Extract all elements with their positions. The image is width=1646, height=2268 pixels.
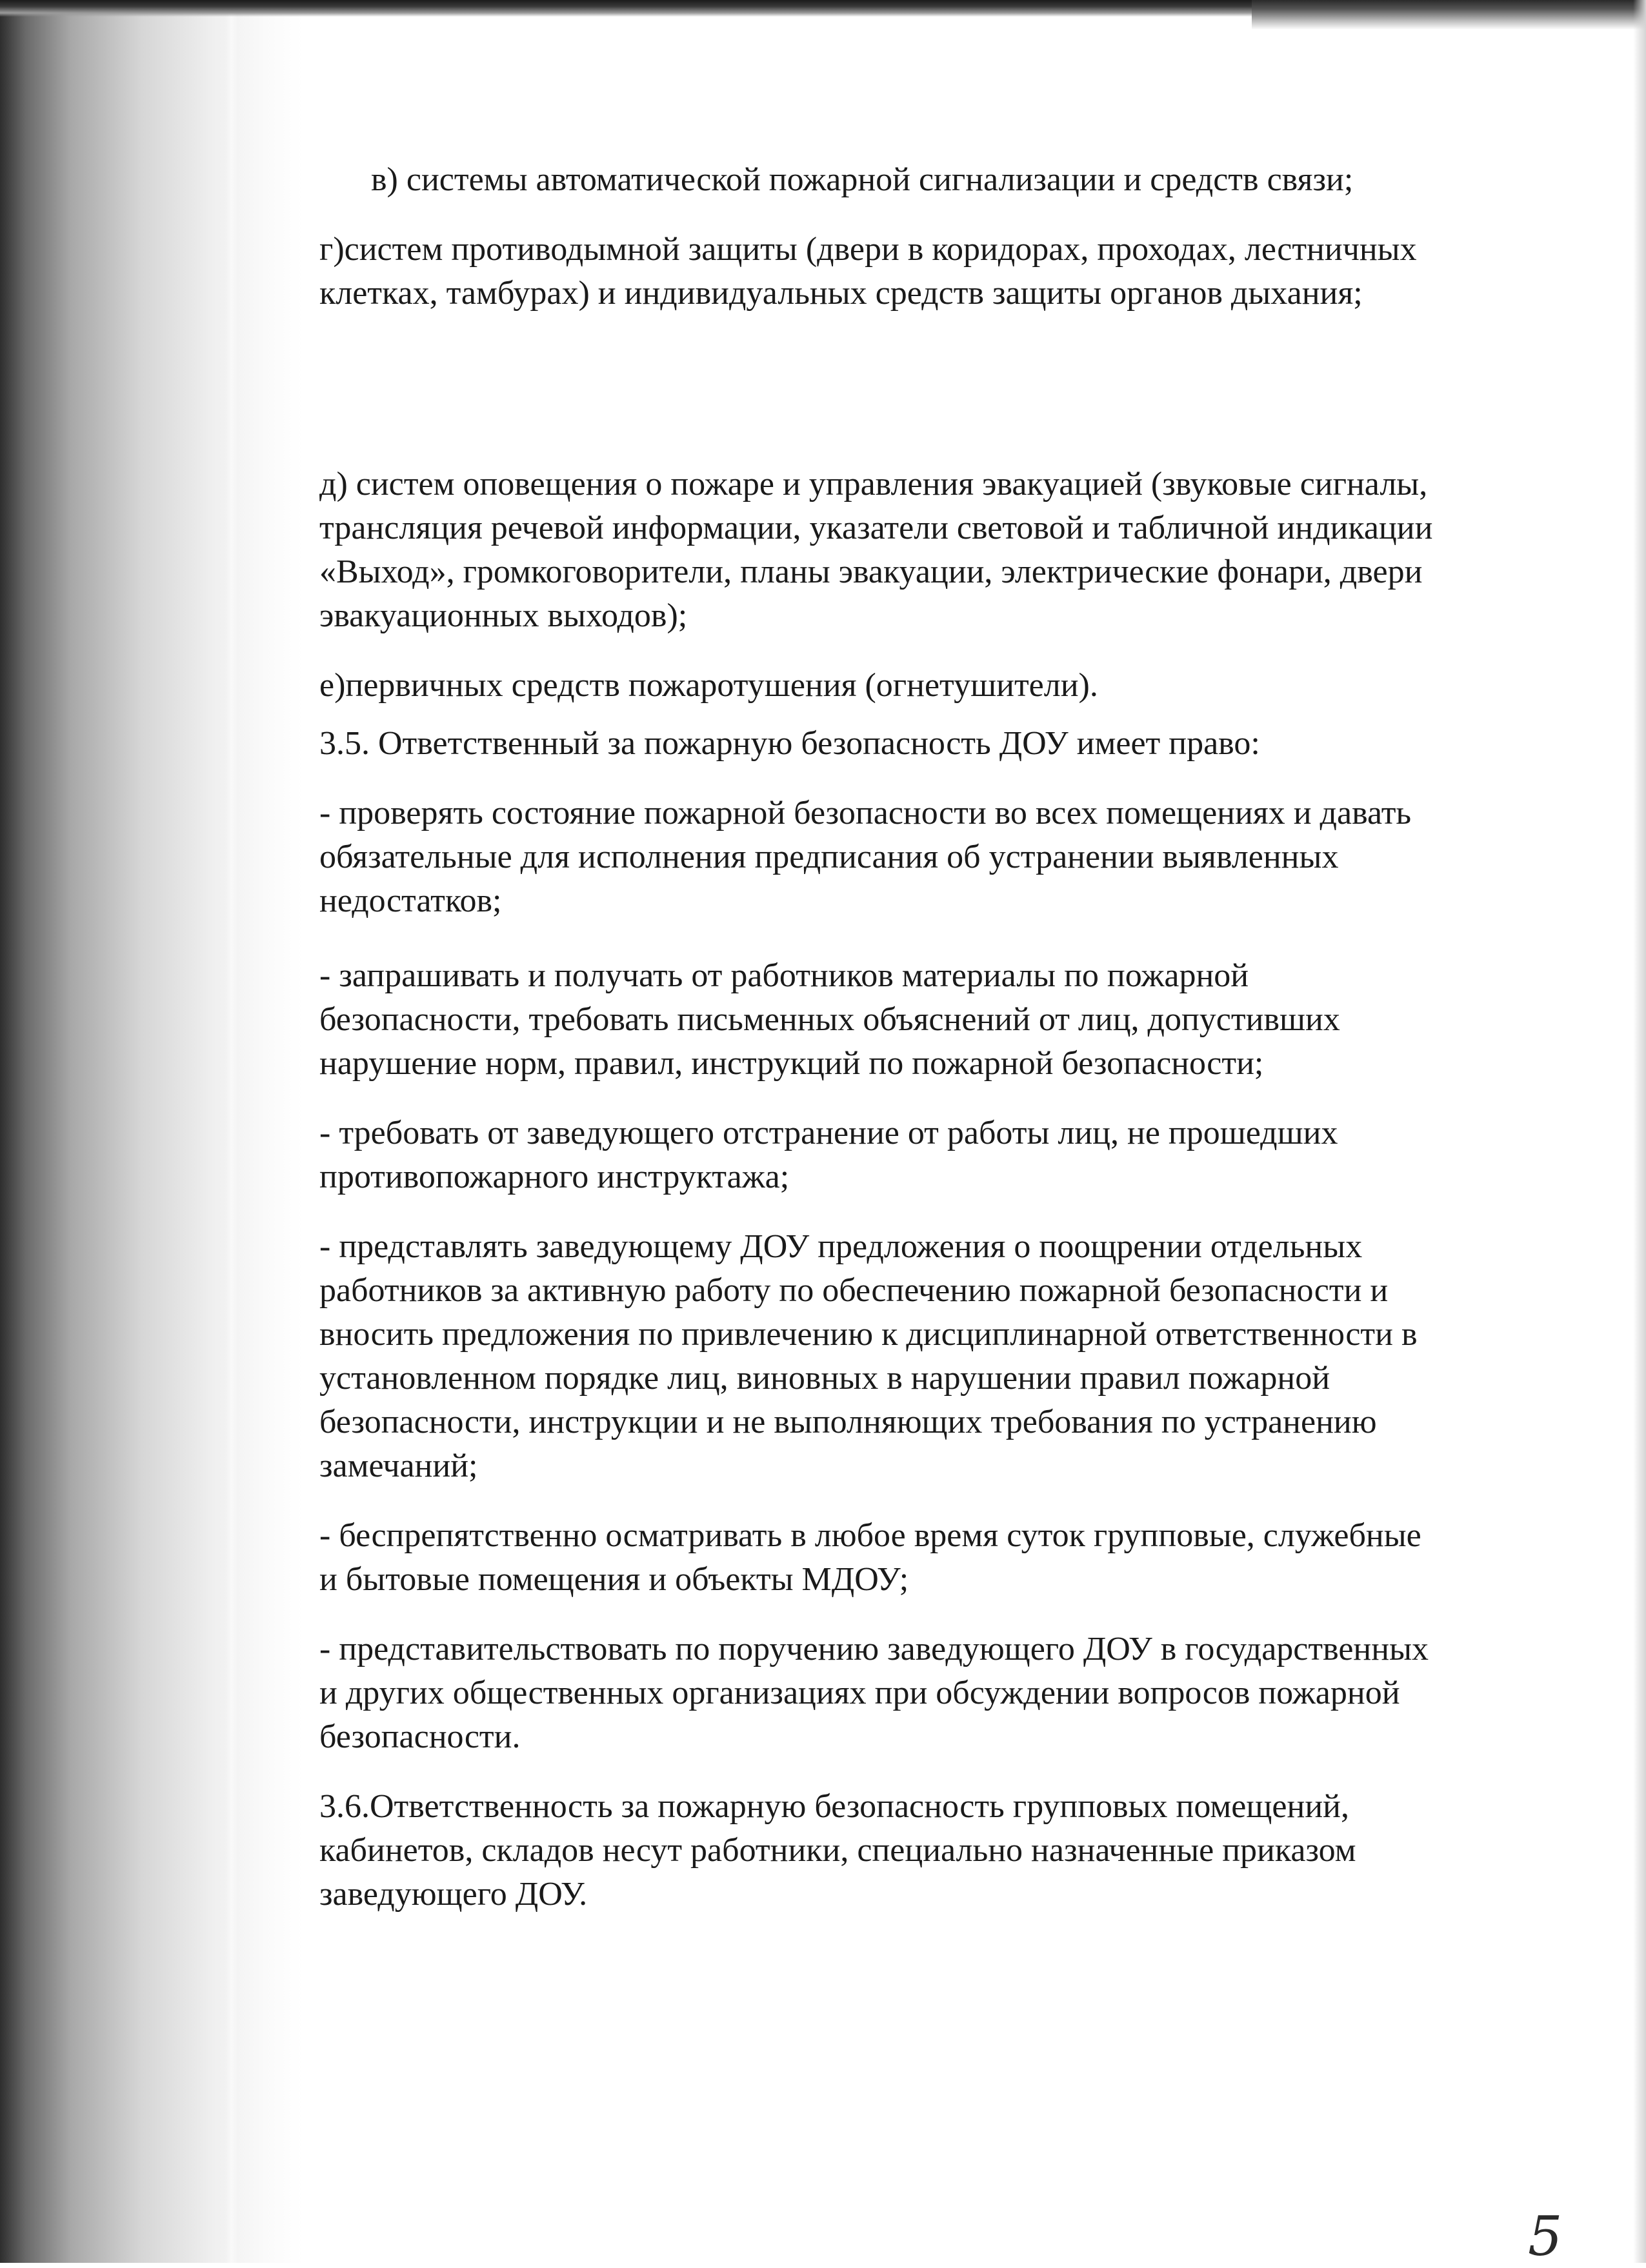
right-inspect-premises: - беспрепятственно осматривать в любое время суток групповые, служебные и бытовые помещения и объекты МДОУ; xyxy=(319,1517,1421,1598)
section-3-5-heading: 3.5. Ответственный за пожарную безопасность ДОУ имеет право: xyxy=(319,725,1260,762)
right-submit-proposals: - представлять заведующему ДОУ предложения о поощрении отдельных работников за активную работу по обеспечению пожарной безопасности и вносить предложения по привлечению к дисциплинарной ответственности в установленном порядке лиц, виновных в нарушении правил пожарной безопасности, инструкции и не выполняющих требования по устранению замечаний; xyxy=(319,1228,1418,1484)
right-request-materials: - запрашивать и получать от работников материалы по пожарной безопасности, требовать письменных объяснений от лиц, допустивших нарушение норм, правил, инструкций по пожарной безопасности; xyxy=(319,957,1340,1082)
item-g: г)систем противодымной защиты (двери в коридорах, проходах, лестничных клетках, тамбурах) и индивидуальных средств защиты органов дыхания; xyxy=(319,231,1417,312)
scan-top-edge-right xyxy=(1252,0,1646,30)
section-3-6: 3.6.Ответственность за пожарную безопасность групповых помещений, кабинетов, складов несут работники, специально назначенные приказом заведующего ДОУ. xyxy=(319,1788,1356,1913)
right-demand-suspension: - требовать от заведующего отстранение от работы лиц, не прошедших противопожарного инструктажа; xyxy=(319,1115,1338,1195)
document-body xyxy=(319,158,1610,1916)
item-v: в) системы автоматической пожарной сигнализации и средств связи; xyxy=(371,161,1354,198)
right-check-safety: - проверять состояние пожарной безопасности во всех помещениях и давать обязательные для исполнения предписания об устранении выявленных недостатков; xyxy=(319,795,1412,919)
scan-left-shadow xyxy=(0,0,303,2263)
page-number: 5 xyxy=(1528,2205,1563,2268)
scan-left-streak xyxy=(226,0,237,2263)
scan-right-edge xyxy=(1633,0,1646,2263)
item-d: д) систем оповещения о пожаре и управления эвакуацией (звуковые сигналы, трансляция речевой информации, указатели световой и табличной индикации «Выход», громкоговорители, планы эвакуации, электрические фонари, двери эвакуационных выходов); xyxy=(319,466,1433,634)
item-e: е)первичных средств пожаротушения (огнетушители). xyxy=(319,667,1098,704)
right-represent: - представительствовать по поручению заведующего ДОУ в государственных и других общественных организациях при обсуждении вопросов пожарной безопасности. xyxy=(319,1631,1429,1755)
